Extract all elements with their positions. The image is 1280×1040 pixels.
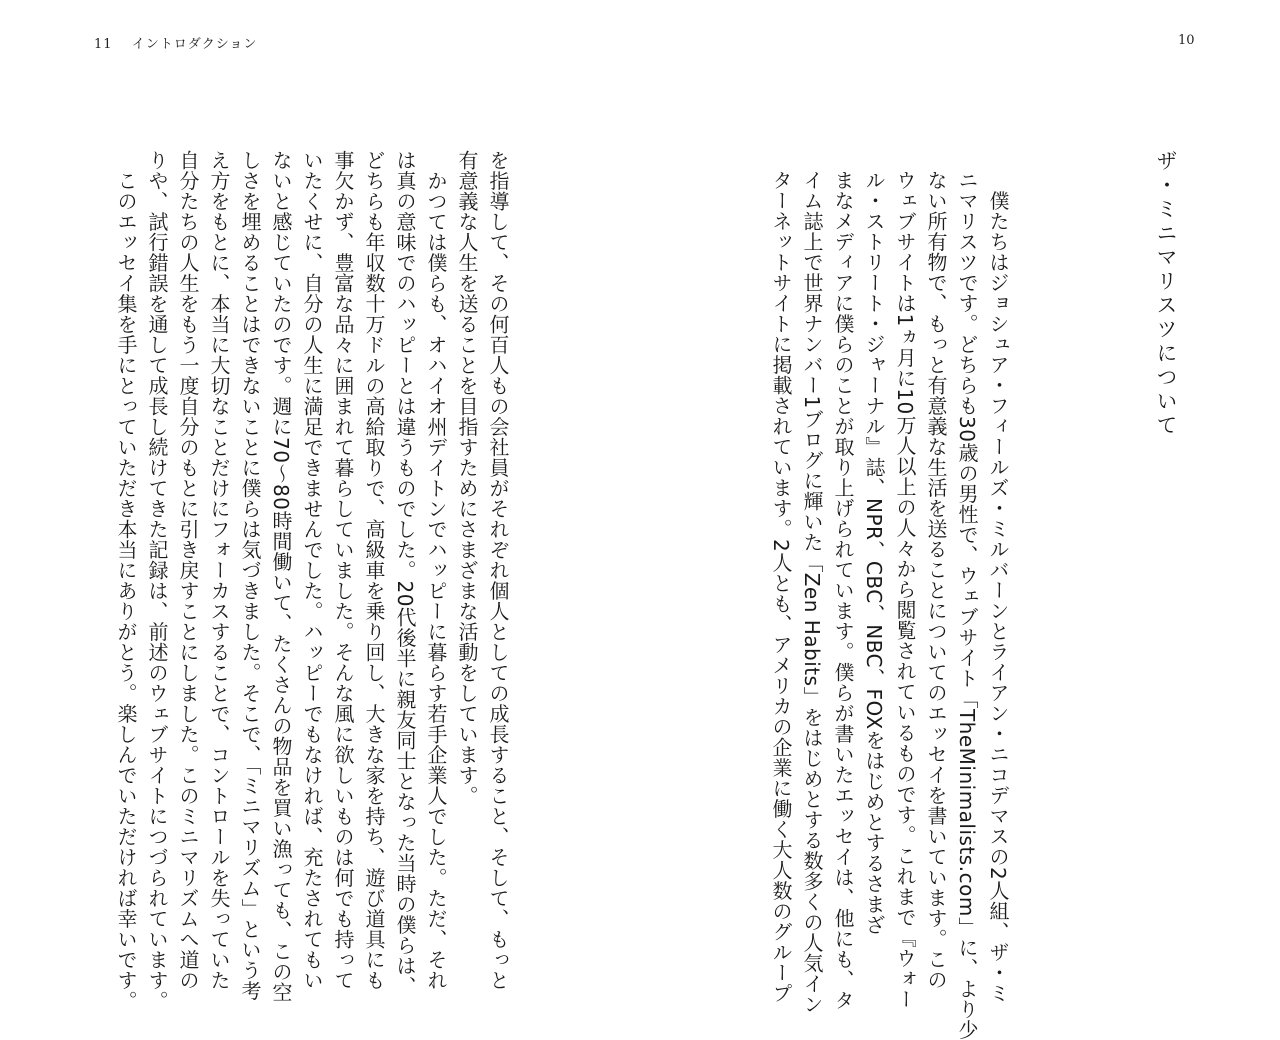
body-line: は真の意味でのハッピーとは違うものでした。20代後半に親友同士となった当時の僕らは、 xyxy=(393,150,417,997)
body-line: を指導して、その何百人もの会社員がそれぞれ個人としての成長すること、そして、もっと xyxy=(486,150,510,991)
body-line: 有意義な人生を送ることを目指すためにさまざまな活動をしています。 xyxy=(455,150,479,806)
section-heading: ザ・ミニマリスツについて xyxy=(1154,150,1178,438)
body-line: え方をもとに、本当に大切なことだけにフォーカスすることで、コントロールを失っていた xyxy=(207,150,231,991)
body-line: このエッセイ集を手にとっていただき本当にありがとう。楽しんでいただければ幸いです。 xyxy=(114,150,138,1011)
body-line: イム誌上で世界ナンバー1ブログに輝いた「Zen Habits」をはじめとする数多くの人気イン xyxy=(800,170,824,1015)
body-line: ル・ストリート・ジャーナル』誌、NPR、CBC、NBC、FOXをはじめとするさまざ xyxy=(862,170,886,935)
chapter-title: イントロダクション xyxy=(131,37,258,52)
body-line: しさを埋めることはできないことに僕らは気づきました。そこで、「ミニマリズム」という考 xyxy=(238,150,262,1001)
body-line: りや、試行錯誤を通して成長し続けてきた記録は、前述のウェブサイトにつづられています。 xyxy=(145,150,169,1011)
body-line: 自分たちの人生をもう一度自分のもとに引き戻すことにしました。このミニマリズムへ道の xyxy=(176,150,200,991)
body-line: ニマリスツです。どちらも30歳の男性で、ウェブサイト「TheMinimalists.com」に、より少 xyxy=(955,170,979,1040)
body-line: ない所有物で、もっと有意義な生活を送ることについてのエッセイを書いています。この xyxy=(924,170,948,990)
body-line: ないと感じていたのです。週に70～80時間働いて、たくさんの物品を買い漁っても、この空 xyxy=(269,150,293,1003)
body-line: いたくせに、自分の人生に満足できませんでした。ハッピーでもなければ、充たされてもい xyxy=(300,150,324,991)
body-line: ターネットサイトに掲載されています。2人とも、アメリカの企業に働く大人数のグループ xyxy=(769,170,793,1004)
body-line: どちらも年収数十万ドルの高給取りで、高級車を乗り回し、大きな家を持ち、遊び道具にも xyxy=(362,150,386,991)
left-page-number: 11 xyxy=(94,37,113,52)
body-line: かつては僕らも、オハイオ州デイトンでハッピーに暮らす若手企業人でした。ただ、それ xyxy=(424,150,448,991)
right-page-number: 10 xyxy=(1178,33,1195,48)
left-page-body xyxy=(110,150,513,1011)
right-page-body xyxy=(765,170,1013,1040)
body-line: まなメディアに僕らのことが取り上げられています。僕らが書いたエッセイは、他にも、タ xyxy=(831,170,855,1011)
body-line: 僕たちはジョシュア・フィールズ・ミルバーンとライアン・ニコデマスの2人組、ザ・ミ xyxy=(986,170,1010,1004)
running-head xyxy=(94,33,257,52)
body-line: 事欠かず、豊富な品々に囲まれて暮らしていました。そんな風に欲しいものは何でも持って xyxy=(331,150,355,991)
body-line: ウェブサイトは1ヵ月に10万人以上の人々から閲覧されているものです。これまで『ウォー xyxy=(893,170,917,1010)
